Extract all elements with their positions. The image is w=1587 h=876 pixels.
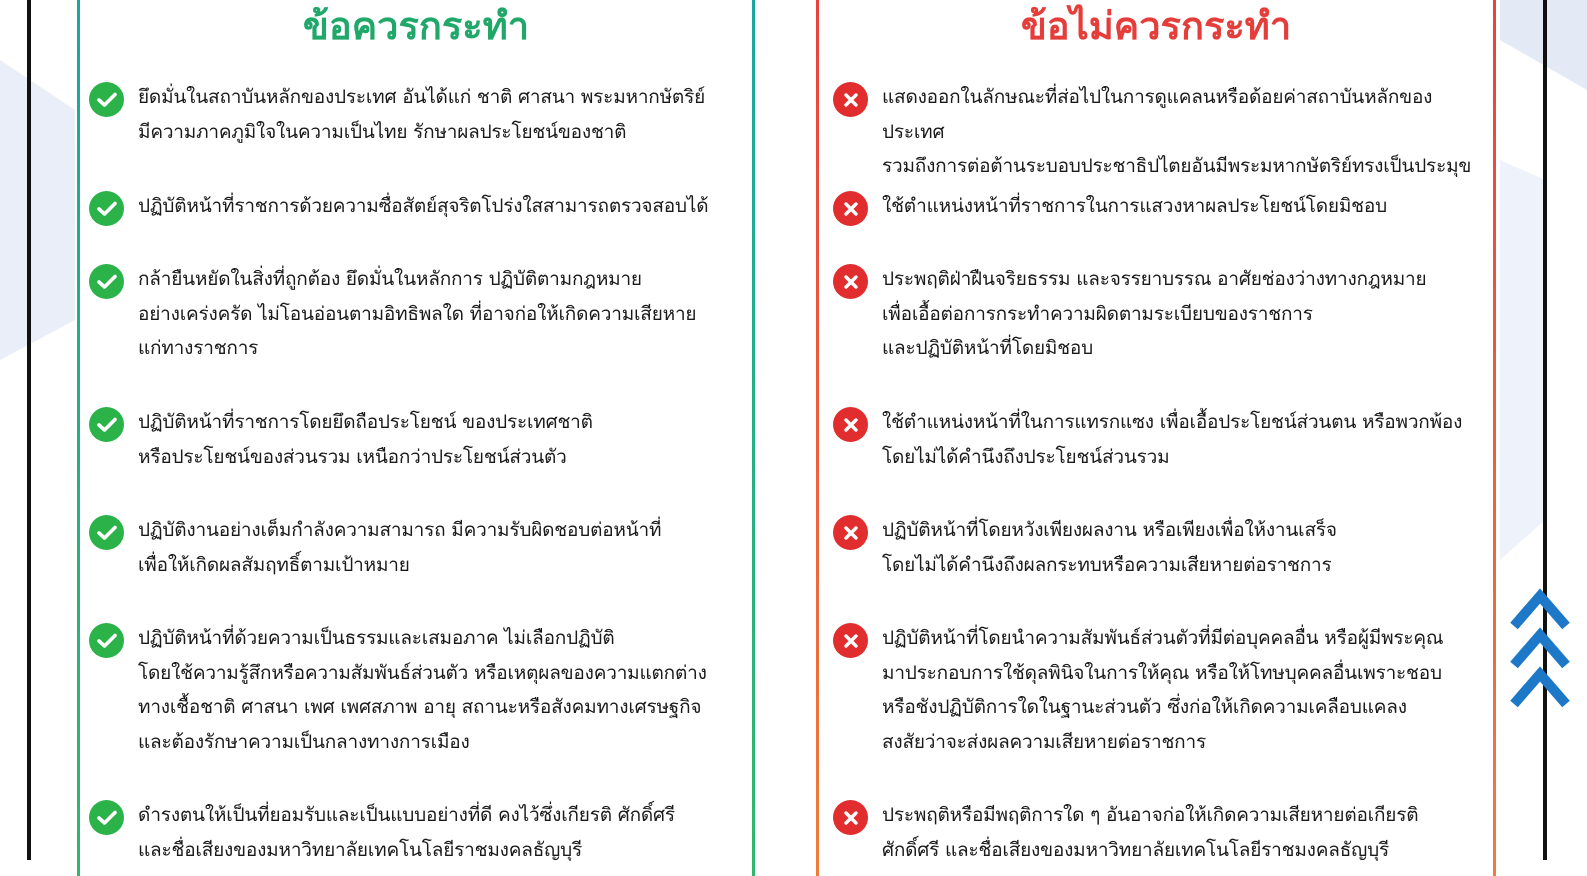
do-item xyxy=(89,189,739,226)
check-circle-icon xyxy=(89,623,124,658)
right-frame-line xyxy=(1543,0,1547,860)
left-backdrop-shape xyxy=(0,60,75,360)
x-circle-icon xyxy=(833,800,868,835)
dont-panel-title: ข้อไม่ควรกระทำ xyxy=(1020,4,1292,48)
do-item-text: ยึดมั่นในสถาบันหลักของประเทศ อันได้แก่ ชาติ ศาสนา พระมหากษัตริย์ มีความภาคภูมิใจในความเป็นไทย รักษาผลประโยชน์ของชาติ xyxy=(138,86,706,143)
do-item-text: ปฏิบัติหน้าที่ด้วยความเป็นธรรมและเสมอภาค ไม่เลือกปฏิบัติ โดยใช้ความรู้สึกหรือความสัมพันธ์ส่วนตัว หรือเหตุผลของความแตกต่าง ทางเชื้อชาติ ศาสนา เพศ เพศสภาพ อายุ สถานะหรือสังคมทางเศรษฐกิจ และต้องรักษาความเป็นกลางทางการเมือง xyxy=(138,627,707,753)
check-circle-icon xyxy=(89,407,124,442)
x-circle-icon xyxy=(833,191,868,226)
do-item xyxy=(89,798,739,867)
do-item-text: ปฏิบัติหน้าที่ราชการโดยยึดถือประโยชน์ ของประเทศชาติ หรือประโยชน์ของส่วนรวม เหนือกว่าประโยชน์ส่วนตัว xyxy=(138,411,593,468)
chevron-up-icon xyxy=(1510,588,1570,712)
x-circle-icon xyxy=(833,82,868,117)
do-panel-right-edge xyxy=(752,0,755,876)
dont-item-text: ใช้ตำแหน่งหน้าที่ราชการในการแสวงหาผลประโยชน์โดยมิชอบ xyxy=(882,195,1387,217)
do-panel-left-edge xyxy=(77,0,80,876)
check-circle-icon xyxy=(89,264,124,299)
dont-item xyxy=(833,513,1493,582)
do-item xyxy=(89,621,739,759)
x-circle-icon xyxy=(833,264,868,299)
dont-item-text: ปฏิบัติหน้าที่โดยนำความสัมพันธ์ส่วนตัวที่มีต่อบุคคลอื่น หรือผู้มีพระคุณ มาประกอบการใช้ดุลพินิจในการให้คุณ หรือให้โทษบุคคลอื่นเพราะชอบ หรือชังปฏิบัติการใดในฐานะส่วนตัว ซึ่งก่อให้เกิดความเคลือบแคลง สงสัยว่าจะส่งผลความเสียหายต่อราชการ xyxy=(882,627,1444,753)
do-item xyxy=(89,513,739,582)
do-item-text: กล้ายืนหยัดในสิ่งที่ถูกต้อง ยึดมั่นในหลักการ ปฏิบัติตามกฎหมาย อย่างเคร่งครัด ไม่โอนอ่อนตามอิทธิพลใด ที่อาจก่อให้เกิดความเสียหาย แก่ทางราชการ xyxy=(138,268,697,359)
check-circle-icon xyxy=(89,800,124,835)
do-panel-title: ข้อควรกระทำ xyxy=(302,4,530,48)
x-circle-icon xyxy=(833,407,868,442)
dont-item xyxy=(833,189,1493,226)
do-item xyxy=(89,262,739,366)
x-circle-icon xyxy=(833,515,868,550)
left-frame-line xyxy=(27,0,31,860)
dont-item xyxy=(833,262,1493,366)
do-panel xyxy=(77,0,755,876)
dont-panel-right-edge xyxy=(1493,0,1496,876)
dont-item xyxy=(833,80,1493,184)
do-item-text: ปฏิบัติหน้าที่ราชการด้วยความซื่อสัตย์สุจริตโปร่งใสสามารถตรวจสอบได้ xyxy=(138,195,709,217)
x-circle-icon xyxy=(833,623,868,658)
dont-panel xyxy=(816,0,1496,876)
check-circle-icon xyxy=(89,191,124,226)
dont-item xyxy=(833,621,1493,759)
do-item-text: ดำรงตนให้เป็นที่ยอมรับและเป็นแบบอย่างที่ดี คงไว้ซึ่งเกียรติ ศักดิ์ศรี และชื่อเสียงของมหาวิทยาลัยเทคโนโลยีราชมงคลธัญบุรี xyxy=(138,804,675,861)
do-item-text: ปฏิบัติงานอย่างเต็มกำลังความสามารถ มีความรับผิดชอบต่อหน้าที่ เพื่อให้เกิดผลสัมฤทธิ์ตามเป้าหมาย xyxy=(138,519,662,576)
dont-item xyxy=(833,798,1493,867)
dont-item-text: ใช้ตำแหน่งหน้าที่ในการแทรกแซง เพื่อเอื้อประโยชน์ส่วนตน หรือพวกพ้อง โดยไม่ได้คำนึงถึงประโยชน์ส่วนรวม xyxy=(882,411,1463,468)
dont-panel-left-edge xyxy=(816,0,819,876)
do-item xyxy=(89,405,739,474)
do-item xyxy=(89,80,739,149)
dont-item-text: ประพฤติหรือมีพฤติการใด ๆ อันอาจก่อให้เกิดความเสียหายต่อเกียรติ ศักดิ์ศรี และชื่อเสียงของมหาวิทยาลัยเทคโนโลยีราชมงคลธัญบุรี xyxy=(882,804,1419,861)
dont-item xyxy=(833,405,1493,474)
dont-item-text: ประพฤติฝ่าฝืนจริยธรรม และจรรยาบรรณ อาศัยช่องว่างทางกฎหมาย เพื่อเอื้อต่อการกระทำความผิดตามระเบียบของราชการ และปฏิบัติหน้าที่โดยมิชอบ xyxy=(882,268,1427,359)
check-circle-icon xyxy=(89,515,124,550)
check-circle-icon xyxy=(89,82,124,117)
dont-item-text: แสดงออกในลักษณะที่ส่อไปในการดูแคลนหรือด้อยค่าสถาบันหลักของประเทศ รวมถึงการต่อต้านระบอบประชาธิปไตยอันมีพระมหากษัตริย์ทรงเป็นประมุข xyxy=(882,86,1472,177)
dont-item-text: ปฏิบัติหน้าที่โดยหวังเพียงผลงาน หรือเพียงเพื่อให้งานเสร็จ โดยไม่ได้คำนึงถึงผลกระทบหรือความเสียหายต่อราชการ xyxy=(882,519,1337,576)
right-backdrop-shape-2 xyxy=(1500,160,1545,560)
